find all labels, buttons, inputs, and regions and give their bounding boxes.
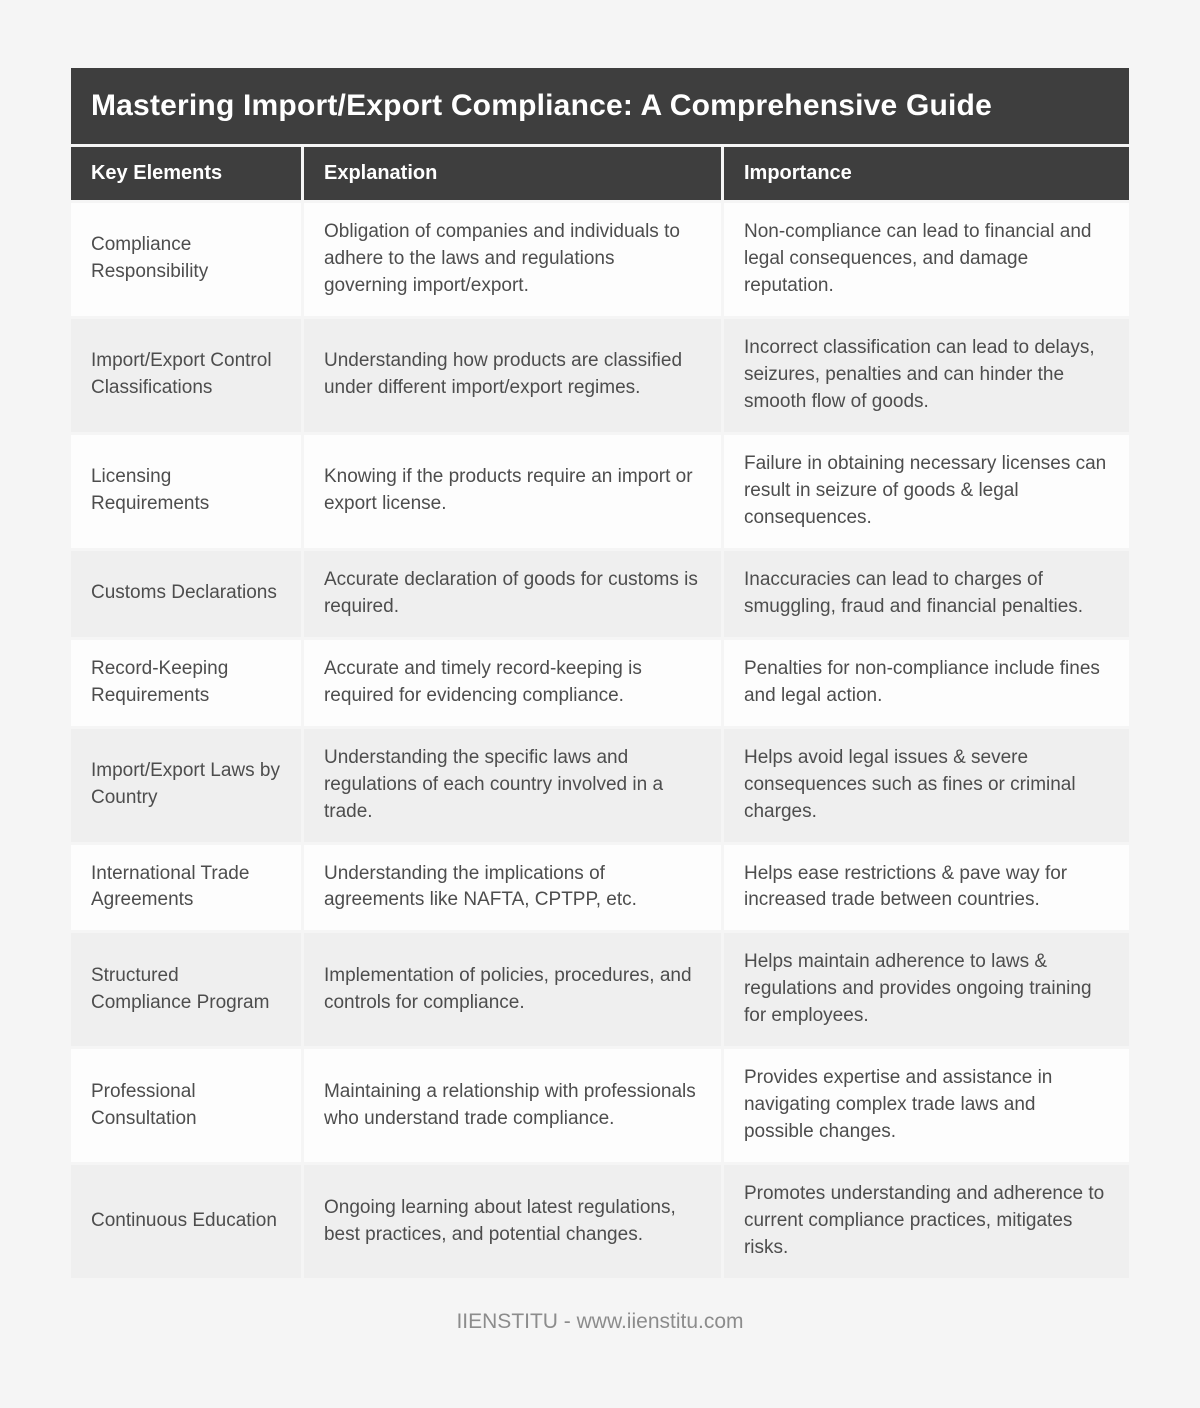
table-row [71,1165,1129,1278]
cell-explanation: Understanding the specific laws and regulations of each country involved in a trade. [304,729,721,842]
table-row [71,319,1129,432]
table-body [71,203,1129,1278]
cell-key-element: International Trade Agreements [71,845,301,931]
cell-key-element: Record-Keeping Requirements [71,640,301,726]
table-row [71,729,1129,842]
table-row [71,640,1129,726]
cell-importance: Promotes understanding and adherence to current compliance practices, mitigates risks. [724,1165,1129,1278]
title-row [71,68,1129,144]
cell-key-element: Compliance Responsibility [71,203,301,316]
column-header-explanation: Explanation [304,147,721,200]
table-header-row [71,147,1129,200]
table-row [71,551,1129,637]
cell-explanation: Obligation of companies and individuals to adhere to the laws and regulations governing import/export. [304,203,721,316]
column-header-key-elements: Key Elements [71,147,301,200]
cell-importance: Penalties for non-compliance include fines and legal action. [724,640,1129,726]
compliance-guide-table [68,65,1132,1281]
page-title: Mastering Import/Export Compliance: A Comprehensive Guide [71,68,1129,144]
table-row [71,203,1129,316]
table-row [71,1049,1129,1162]
cell-explanation: Accurate declaration of goods for customs is required. [304,551,721,637]
cell-importance: Non-compliance can lead to financial and legal consequences, and damage reputation. [724,203,1129,316]
cell-key-element: Import/Export Laws by Country [71,729,301,842]
cell-key-element: Professional Consultation [71,1049,301,1162]
cell-importance: Provides expertise and assistance in navigating complex trade laws and possible changes. [724,1049,1129,1162]
cell-importance: Inaccuracies can lead to charges of smuggling, fraud and financial penalties. [724,551,1129,637]
cell-key-element: Customs Declarations [71,551,301,637]
cell-explanation: Maintaining a relationship with professionals who understand trade compliance. [304,1049,721,1162]
table-row [71,845,1129,931]
cell-explanation: Understanding how products are classified under different import/export regimes. [304,319,721,432]
cell-key-element: Import/Export Control Classifications [71,319,301,432]
cell-explanation: Implementation of policies, procedures, and controls for compliance. [304,933,721,1046]
table-row [71,933,1129,1046]
cell-explanation: Ongoing learning about latest regulations, best practices, and potential changes. [304,1165,721,1278]
cell-explanation: Accurate and timely record-keeping is required for evidencing compliance. [304,640,721,726]
cell-key-element: Licensing Requirements [71,435,301,548]
cell-explanation: Knowing if the products require an import or export license. [304,435,721,548]
cell-explanation: Understanding the implications of agreements like NAFTA, CPTPP, etc. [304,845,721,931]
footer-credit: IIENSTITU - www.iienstitu.com [456,1310,744,1334]
table-row [71,435,1129,548]
cell-key-element: Structured Compliance Program [71,933,301,1046]
cell-importance: Helps avoid legal issues & severe consequences such as fines or criminal charges. [724,729,1129,842]
cell-importance: Helps ease restrictions & pave way for increased trade between countries. [724,845,1129,931]
cell-importance: Helps maintain adherence to laws & regulations and provides ongoing training for employees. [724,933,1129,1046]
column-header-importance: Importance [724,147,1129,200]
cell-importance: Incorrect classification can lead to delays, seizures, penalties and can hinder the smooth flow of goods. [724,319,1129,432]
cell-importance: Failure in obtaining necessary licenses can result in seizure of goods & legal consequences. [724,435,1129,548]
cell-key-element: Continuous Education [71,1165,301,1278]
